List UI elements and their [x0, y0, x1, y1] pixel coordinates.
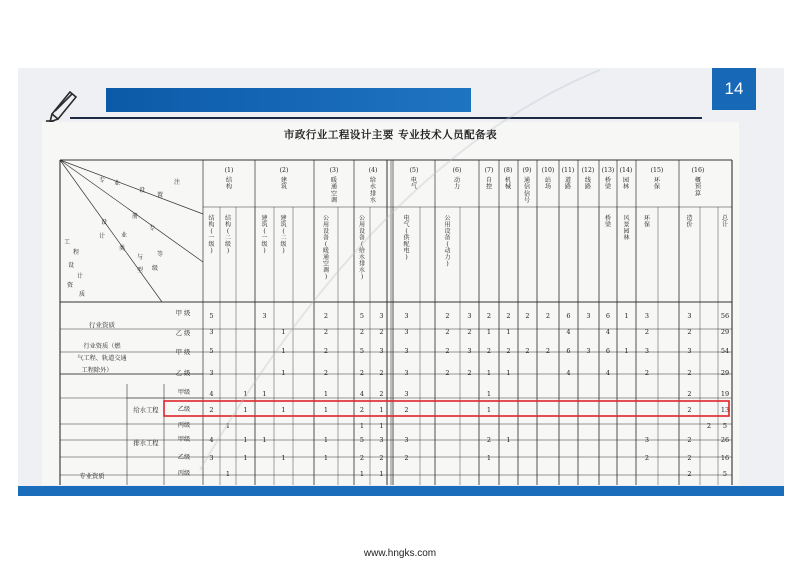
cell-value: 2 [379, 328, 384, 336]
cell-value: 29 [720, 369, 730, 377]
cell-value: 2 [379, 369, 384, 377]
group-name: 给 [369, 177, 377, 184]
group-number: (8) [503, 167, 513, 174]
subheader-label: ) [226, 247, 230, 255]
group-name: 道 [564, 177, 572, 184]
cell-value: 6 [566, 347, 571, 355]
group-number: (7) [484, 167, 494, 174]
cell-value: 3 [644, 347, 650, 355]
cell-value: 1 [323, 406, 329, 414]
cell-value: 3 [379, 347, 384, 355]
corner-label: 质 [78, 291, 86, 298]
subheader-label: 公 [322, 215, 330, 222]
corner-label: 程 [72, 249, 80, 256]
subheader-label: 公 [358, 215, 366, 222]
corner-label: 业 [120, 232, 128, 239]
group-name: 概 [694, 177, 702, 184]
cell-value: 2 [525, 312, 530, 320]
corner-label: 设 [138, 187, 146, 194]
corner-diagonal [60, 160, 162, 302]
cell-value: 3 [687, 312, 692, 320]
cell-value: 5 [359, 312, 365, 320]
group-name: 保 [653, 183, 661, 191]
group-name: 园 [622, 177, 630, 184]
cell-value: 2 [323, 312, 329, 320]
document-scan [42, 122, 739, 485]
subheader-label: ( [324, 241, 328, 248]
row-label-yi: 乙 级 [175, 330, 191, 337]
cell-value: 2 [644, 369, 650, 377]
cell-value: 2 [323, 328, 329, 336]
cell-value: 2 [506, 312, 511, 320]
cell-value: 54 [720, 347, 730, 355]
cell-value: 5 [359, 436, 365, 444]
cell-value: 3 [404, 436, 409, 444]
cell-value: 16 [720, 454, 730, 462]
cell-value: 3 [404, 328, 409, 336]
group-name: 水 [369, 183, 377, 191]
subheader-label: 保 [643, 221, 651, 229]
subheader-label: 二 [280, 234, 287, 242]
subheader-label: 桥 [604, 215, 612, 222]
subheader-label: 备 [358, 234, 366, 242]
cell-value: 4 [209, 436, 214, 444]
subheader-label: 筑 [280, 221, 287, 229]
group-name: 建 [280, 177, 288, 184]
corner-label: 型 [136, 267, 144, 274]
cell-value: 2 [404, 406, 409, 414]
cell-value: 5 [722, 422, 728, 430]
cell-value: 2 [525, 347, 530, 355]
cell-value: 2 [379, 390, 384, 398]
cell-value: 6 [605, 312, 611, 320]
cell-value: 3 [404, 369, 409, 377]
cell-value: 2 [445, 369, 450, 377]
subheader-label: ( [210, 228, 213, 235]
footer-url: www.hngks.com [363, 548, 437, 559]
cell-value: 4 [605, 328, 611, 336]
cell-value: 1 [225, 422, 231, 430]
group-number: (13) [601, 167, 615, 174]
cell-value: 2 [486, 347, 492, 355]
cell-value: 1 [624, 347, 629, 355]
cell-value: 2 [506, 347, 511, 355]
subheader-label: 建 [280, 215, 287, 222]
cell-value: 2 [706, 422, 712, 430]
group-name: 站 [544, 177, 552, 184]
group-name: 排 [369, 190, 377, 198]
group-name: 力 [453, 183, 461, 191]
row-label-paishui: 排水工程 [133, 440, 159, 447]
subheader-label: 通 [322, 254, 330, 261]
subheader-label: 公 [444, 215, 451, 222]
subheader-label: 用 [322, 221, 330, 229]
row-sublabel: 乙级 [177, 406, 191, 413]
subheader-label: 水 [358, 254, 366, 261]
cell-value: 26 [720, 436, 730, 444]
cell-value: 1 [359, 470, 365, 478]
subheader-label: 气 [403, 221, 410, 229]
cell-value: 2 [323, 369, 329, 377]
highlight-box [164, 401, 729, 416]
group-name: 信 [523, 190, 531, 198]
subheader-label: 结 [224, 215, 232, 222]
cell-value: 1 [486, 454, 492, 462]
group-name: 电 [410, 177, 418, 184]
group-number: (4) [368, 167, 378, 174]
row-label-zhuanye: 专业资质 [79, 473, 105, 480]
subheader-label: 力 [444, 254, 451, 261]
corner-label: 专 [98, 177, 106, 184]
cell-value: 1 [243, 406, 248, 414]
group-name: 械 [504, 183, 512, 191]
cell-value: 3 [586, 312, 591, 320]
subheader-label: 林 [623, 234, 630, 242]
corner-label: 注 [173, 179, 181, 186]
cell-value: 1 [262, 436, 267, 444]
cell-value: 1 [506, 436, 511, 444]
group-number: (10) [541, 167, 555, 174]
cell-value: 4 [359, 390, 365, 398]
cell-value: 2 [486, 312, 492, 320]
subheader-label: ) [446, 260, 449, 268]
corner-label: 设 [67, 262, 75, 269]
cell-value: 3 [586, 347, 591, 355]
subheader-label: 电 [403, 247, 410, 255]
row-label-hangye: 行业资质 [89, 321, 115, 329]
group-name: 路 [584, 183, 592, 191]
cell-value: 3 [644, 436, 650, 444]
cell-value: 2 [644, 328, 650, 336]
group-name: 算 [694, 190, 702, 198]
cell-value: 1 [379, 406, 384, 414]
corner-diagonal [60, 160, 203, 214]
cell-value: 1 [624, 312, 629, 320]
subheader-label: 计 [721, 221, 729, 229]
title-bar [106, 88, 471, 112]
cell-value: 1 [323, 454, 329, 462]
cell-value: 1 [486, 406, 492, 414]
group-name: 预 [694, 183, 702, 191]
cell-value: 3 [209, 328, 214, 336]
group-name: 梁 [604, 183, 612, 191]
cell-value: 2 [467, 328, 472, 336]
group-name: 场 [544, 183, 552, 191]
group-name: 信 [523, 183, 531, 191]
cell-value: 3 [404, 390, 409, 398]
cell-value: 1 [281, 369, 286, 377]
cell-value: 2 [323, 347, 329, 355]
cell-value: 29 [720, 328, 730, 336]
subheader-label: 配 [403, 241, 410, 248]
cell-value: 4 [605, 369, 611, 377]
corner-label: 计 [76, 273, 84, 280]
cell-value: 3 [262, 312, 267, 320]
group-number: (2) [279, 167, 289, 174]
cell-value: 2 [687, 328, 692, 336]
cell-value: 3 [467, 347, 472, 355]
group-name: 空 [330, 190, 338, 198]
cell-value: 1 [281, 454, 286, 462]
group-number: (9) [522, 167, 532, 174]
subheader-label: ( [263, 228, 266, 235]
subheader-label: 环 [643, 215, 651, 222]
corner-label: 类 [118, 245, 126, 252]
group-name: 路 [564, 183, 572, 191]
subheader-label: 建 [261, 215, 268, 222]
title-divider [70, 117, 702, 119]
subheader-label: 风 [623, 215, 630, 222]
cell-value: 1 [323, 390, 329, 398]
group-name: 动 [453, 177, 461, 184]
cell-value: 5 [722, 470, 728, 478]
subheader-label: 动 [444, 247, 451, 255]
row-label-hangye-ex: 工程除外） [81, 367, 113, 374]
subheader-label: 结 [208, 215, 215, 222]
row-label-jia: 甲 级 [175, 349, 191, 356]
row-sublabel: 甲级 [177, 436, 191, 443]
group-name: 林 [622, 183, 630, 191]
cell-value: 5 [209, 312, 214, 320]
subheader-label: ( [405, 228, 408, 235]
cell-value: 1 [506, 328, 511, 336]
group-name: 气 [410, 183, 418, 191]
group-number: (11) [561, 167, 575, 174]
cell-value: 3 [379, 312, 384, 320]
subheader-label: 供 [403, 234, 410, 242]
corner-label: 与 [136, 254, 144, 261]
cell-value: 3 [467, 312, 472, 320]
group-name: 筑 [280, 183, 288, 191]
cell-value: 6 [566, 312, 571, 320]
cell-value: 2 [687, 369, 692, 377]
row-label-jia: 甲 级 [175, 310, 191, 317]
group-name: 结 [225, 177, 233, 184]
subheader-label: 造 [686, 215, 693, 222]
cell-value: 3 [209, 369, 214, 377]
cell-value: 1 [281, 347, 286, 355]
cell-value: 3 [404, 347, 409, 355]
subheader-label: 排 [358, 260, 366, 268]
cell-value: 1 [243, 390, 248, 398]
cell-value: 4 [566, 369, 571, 377]
cell-value: 56 [720, 312, 730, 320]
cell-value: 2 [467, 369, 472, 377]
subheader-label: 设 [322, 228, 330, 235]
bottom-band [18, 486, 784, 496]
corner-diagonal [60, 160, 203, 262]
cell-value: 1 [506, 369, 511, 377]
cell-value: 19 [720, 390, 730, 398]
subheader-label: ) [210, 247, 213, 255]
row-label-jishui: 给水工程 [133, 407, 159, 414]
corner-label: 资 [66, 282, 74, 289]
cell-value: 2 [359, 406, 365, 414]
group-number: (15) [650, 167, 664, 174]
corner-label: 业 [113, 180, 121, 187]
cell-value: 1 [243, 454, 248, 462]
subheader-label: ( [446, 241, 449, 248]
staffing-table [42, 122, 739, 485]
cell-value: 1 [486, 369, 492, 377]
corner-label: 工 [63, 239, 71, 246]
group-name: 构 [225, 183, 233, 191]
group-name: 环 [653, 177, 661, 184]
group-name: 通 [330, 183, 338, 191]
cell-value: 2 [445, 328, 450, 336]
cell-value: 3 [644, 312, 650, 320]
subheader-label: 空 [322, 260, 330, 268]
cell-value: 1 [486, 328, 492, 336]
corner-label: 专 [148, 225, 156, 232]
row-sublabel: 丙级 [177, 422, 191, 429]
cell-value: 2 [379, 454, 384, 462]
group-name: 机 [504, 177, 512, 184]
subheader-label: 备 [322, 234, 330, 242]
cell-value: 2 [209, 406, 214, 414]
row-sublabel: 乙级 [177, 454, 191, 461]
row-label-hangye-ex: 气工程、轨道交通 [77, 355, 127, 362]
cell-value: 2 [445, 312, 450, 320]
group-name: 暖 [330, 177, 338, 184]
cell-value: 4 [209, 390, 214, 398]
cell-value: 1 [379, 422, 384, 430]
subheader-label: 用 [444, 221, 451, 229]
subheader-label: 暖 [322, 247, 330, 255]
subheader-label: 备 [444, 234, 451, 242]
corner-label: 等 [156, 251, 164, 258]
cell-value: 2 [359, 328, 365, 336]
subheader-label: 用 [358, 221, 366, 229]
cell-value: 2 [687, 470, 692, 478]
group-number: (3) [329, 167, 339, 174]
cell-value: 2 [545, 312, 551, 320]
subheader-label: 级 [224, 241, 232, 248]
cell-value: 4 [566, 328, 571, 336]
cell-value: 1 [281, 328, 286, 336]
row-label-hangye-ex: 行业资质（燃 [83, 343, 121, 350]
group-number: (14) [619, 167, 633, 174]
subheader-label: 一 [208, 234, 215, 242]
cell-value: 2 [687, 436, 692, 444]
cell-value: 1 [379, 470, 384, 478]
cell-value: 2 [404, 454, 409, 462]
subheader-label: 景 [623, 221, 630, 229]
group-number: (1) [224, 167, 234, 174]
subheader-label: 园 [623, 228, 630, 235]
subheader-label: 总 [721, 215, 729, 222]
subheader-label: ( [226, 228, 230, 235]
cell-value: 2 [687, 454, 692, 462]
table-title: 市政行业工程设计主要 专业技术人员配备表 [283, 129, 498, 141]
cell-value: 3 [379, 436, 384, 444]
subheader-label: 设 [358, 228, 366, 235]
subheader-label: ) [360, 273, 364, 281]
subheader-label: ) [263, 247, 266, 255]
group-name: 调 [330, 197, 338, 205]
cell-value: 1 [281, 406, 286, 414]
cell-value: 5 [209, 347, 214, 355]
cell-value: 3 [687, 347, 692, 355]
corner-label: 设 [100, 219, 108, 226]
subheader-label: 筑 [261, 221, 268, 229]
group-name: 桥 [604, 177, 612, 184]
group-number: (12) [581, 167, 595, 174]
subheader-label: 构 [224, 221, 232, 229]
subheader-label: 二 [224, 234, 232, 242]
cell-value: 3 [404, 312, 409, 320]
page-number: 14 [712, 68, 756, 110]
cell-value: 1 [225, 470, 231, 478]
corner-label: 册 [131, 213, 139, 220]
subheader-label: 价 [686, 221, 693, 229]
corner-label: 级 [151, 265, 159, 272]
subheader-label: ( [282, 228, 285, 235]
subheader-label: 构 [208, 221, 215, 229]
cell-value: 1 [262, 390, 267, 398]
cell-value: 2 [687, 406, 692, 414]
subheader-label: 级 [208, 241, 215, 248]
row-sublabel: 甲级 [177, 389, 191, 396]
subheader-label: ) [405, 254, 408, 261]
group-name: 线 [584, 177, 592, 184]
cell-value: 13 [720, 406, 730, 414]
subheader-label: ) [282, 247, 285, 255]
row-sublabel: 丙级 [177, 470, 191, 477]
subheader-label: 一 [261, 234, 268, 242]
cell-value: 2 [445, 347, 450, 355]
corner-label: 计 [98, 233, 106, 240]
group-name: 自 [485, 177, 493, 184]
cell-value: 2 [687, 390, 692, 398]
group-number: (6) [452, 167, 462, 174]
cell-value: 1 [243, 436, 248, 444]
group-number: (16) [691, 167, 705, 174]
cell-value: 2 [359, 369, 365, 377]
subheader-label: 级 [261, 241, 268, 248]
cell-value: 1 [323, 436, 329, 444]
cell-value: 2 [486, 436, 492, 444]
row-label-yi: 乙 级 [175, 370, 191, 377]
subheader-label: ) [324, 273, 328, 281]
subheader-label: 给 [358, 247, 366, 255]
subheader-label: 设 [444, 228, 451, 235]
cell-value: 1 [486, 390, 492, 398]
group-name: 水 [369, 197, 377, 205]
cell-value: 2 [545, 347, 551, 355]
subheader-label: 调 [322, 267, 330, 274]
group-name: 号 [523, 197, 531, 205]
subheader-label: ( [360, 241, 364, 248]
subheader-label: 级 [280, 241, 287, 248]
subheader-label: 水 [358, 267, 366, 274]
group-number: (5) [409, 167, 419, 174]
cell-value: 2 [359, 454, 365, 462]
cell-value: 5 [359, 347, 365, 355]
group-name: 通 [523, 177, 531, 184]
group-name: 控 [485, 183, 493, 191]
cell-value: 6 [605, 347, 611, 355]
cell-value: 3 [209, 454, 214, 462]
subheader-label: 电 [403, 215, 410, 222]
cell-value: 2 [644, 454, 650, 462]
corner-label: 置 [156, 192, 164, 199]
subheader-label: 梁 [604, 221, 612, 229]
cell-value: 1 [359, 422, 365, 430]
